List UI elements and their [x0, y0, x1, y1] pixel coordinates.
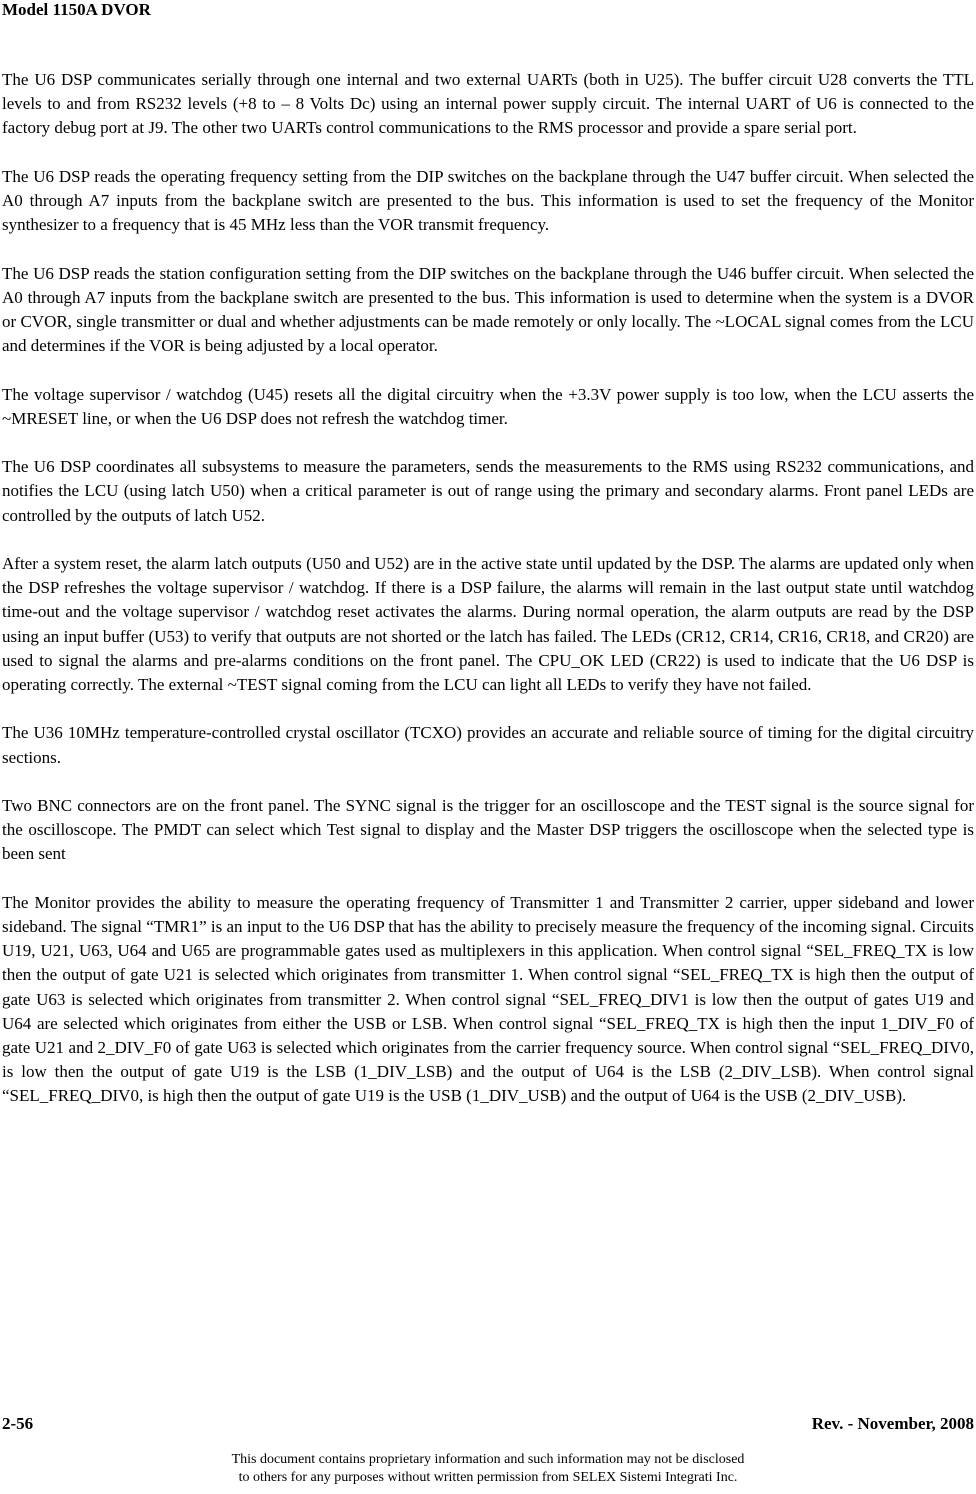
paragraph-alarm-latch: After a system reset, the alarm latch outputs (U50 and U52) are in the active state until updated by the DSP. The alarms are updated only when the DSP refreshes the voltage supervisor / watchdog. If there is a DSP failure, the alarms will remain in the last output state until watchdog time-out and the voltage supervisor / watchdog reset activates the alarms. During normal operation, the alarm outputs are read by the DSP using an input buffer (U53) to verify that outputs are not shorted or the latch has failed. The LEDs (CR12, CR14, CR16, CR18, and CR20) are used to signal the alarms and pre-alarms conditions on the front panel. The CPU_OK LED (CR22) is used to indicate that the U6 DSP is operating correctly. The external ~TEST signal coming from the LCU can light all LEDs to verify they have not failed. — [2, 553, 974, 694]
disclaimer-line-2: to others for any purposes without written permission from SELEX Sistemi Integrati Inc. — [238, 1470, 738, 1485]
paragraph-uart-communications: The U6 DSP communicates serially through one internal and two external UARTs (both in U25). The buffer circuit U28 converts the TTL levels to and from RS232 levels (+8 to – 8 Volts Dc) using an internal power supply circuit. The internal UART of U6 is connected to the factory debug port at J9. The other two UARTs control communications to the RMS processor and provide a spare serial port. — [2, 70, 974, 138]
paragraph-operating-frequency: The U6 DSP reads the operating frequency setting from the DIP switches on the backplane through the U47 buffer circuit. When selected the A0 through A7 inputs from the backplane switch are presented to the bus. This information is used to set the frequency of the Monitor synthesizer to a frequency that is 45 MHz less than the VOR transmit frequency. — [2, 166, 974, 235]
paragraph-station-configuration: The U6 DSP reads the station configuration setting from the DIP switches on the backplane through the U46 buffer circuit. When selected the A0 through A7 inputs from the backplane switch are presented to the bus. This information is used to determine when the system is a DVOR or CVOR, single transmitter or dual and whether adjustments can be made remotely or only locally. The ~LOCAL signal comes from the LCU and determines if the VOR is being adjusted by a local operator. — [2, 263, 974, 356]
disclaimer-line-1: This document contains proprietary information and such information may not be disclosed — [231, 1452, 745, 1467]
page-footer — [2, 1414, 974, 1434]
document-body — [2, 68, 974, 1133]
document-header-title: Model 1150A DVOR — [2, 0, 151, 19]
page-number: 2-56 — [2, 1414, 34, 1433]
revision-date: Rev. - November, 2008 — [811, 1414, 974, 1433]
paragraph-bnc-connectors: Two BNC connectors are on the front panel. The SYNC signal is the trigger for an oscilloscope and the TEST signal is the source signal for the oscilloscope. The PMDT can select which Test signal to display and the Master DSP triggers the oscilloscope when the selected type is been sent — [2, 795, 974, 864]
proprietary-disclaimer — [0, 1451, 976, 1487]
paragraph-tcxo: The U36 10MHz temperature-controlled crystal oscillator (TCXO) provides an accurate and reliable source of timing for the digital circuitry sections. — [2, 723, 974, 767]
paragraph-dsp-coordination: The U6 DSP coordinates all subsystems to measure the parameters, sends the measurements to the RMS using RS232 communications, and notifies the LCU (using latch U50) when a critical parameter is out of range using the primary and secondary alarms. Front panel LEDs are controlled by the outputs of latch U52. — [2, 457, 974, 525]
paragraph-frequency-measurement: The Monitor provides the ability to measure the operating frequency of Transmitter 1 and Transmitter 2 carrier, upper sideband and lower sideband. The signal “TMR1” is an input to the U6 DSP that has the ability to precisely measure the frequency of the incoming signal. Circuits U19, U21, U63, U64 and U65 are programmable gates used as multiplexers in this application. When control signal “SEL_FREQ_TX is low then the output of gate U21 is selected which originates from transmitter 1. When control signal “SEL_FREQ_TX is high then the output of gate U63 is selected which originates from transmitter 2. When control signal “SEL_FREQ_DIV1 is low then the output of gates U19 and U64 are selected which originates from either the USB or LSB. When control signal “SEL_FREQ_TX is high then the input 1_DIV_F0 of gate U21 and 2_DIV_F0 of gate U63 is selected which originates from the carrier frequency source. When control signal “SEL_FREQ_DIV0, is low then the output of gate U19 is the LSB (1_DIV_LSB) and the output of U64 is the LSB (2_DIV_LSB). When control signal “SEL_FREQ_DIV0, is high then the output of gate U19 is the USB (1_DIV_USB) and the output of U64 is the USB (2_DIV_USB). — [2, 892, 974, 1106]
paragraph-voltage-supervisor: The voltage supervisor / watchdog (U45) resets all the digital circuitry when the +3.3V power supply is too low, when the LCU asserts the ~MRESET line, or when the U6 DSP does not refresh the watchdog timer. — [2, 384, 974, 428]
